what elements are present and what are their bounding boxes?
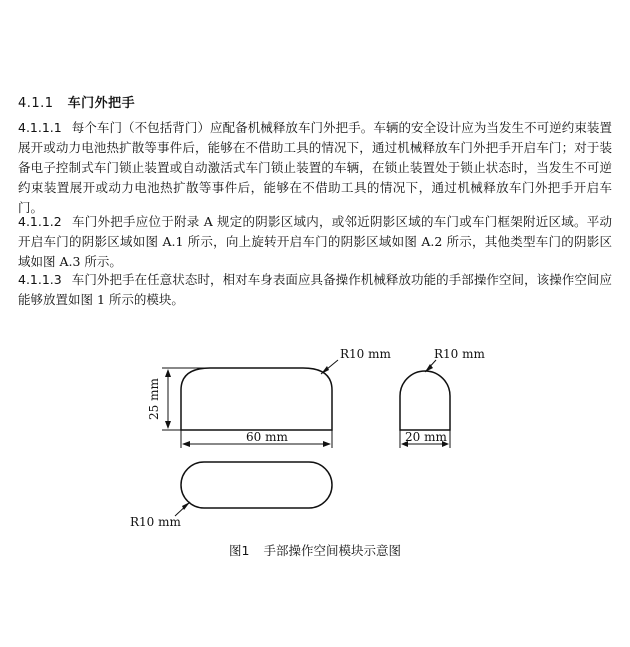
paragraph-text: 每个车门（不包括背门）应配备机械释放车门外把手。车辆的安全设计应为当发生不可逆约束装置展开或动力电池热扩散等事件后，能够在不借助工具的情况下，通过机械释放车门外把手开启车门；对于装备电子控制式车门锁止装置或自动激活式车门锁止装置的车辆，在锁止装置处于锁止状态时，当发生不可逆约束装置展开或动力电池热扩散等事件后，能够在不借助工具的情况下，通过机械释放车门外把手开启车门。 <box>18 120 612 215</box>
figure-caption <box>0 541 630 559</box>
paragraph-number: 4.1.1.1 <box>18 120 62 135</box>
width-arrow-right <box>323 441 331 447</box>
small-arch-block <box>400 371 450 430</box>
small-radius-label: R10 mm <box>434 347 485 361</box>
top-radius-label: R10 mm <box>340 347 391 361</box>
paragraph-text: 车门外把手在任意状态时，相对车身表面应具备操作机械释放功能的手部操作空间，该操作空间应能够放置如图 1 所示的模块。 <box>18 272 612 307</box>
bottom-radius-label: R10 mm <box>130 515 181 529</box>
height-label: 25 mm <box>147 378 161 420</box>
small-width-label: 20 mm <box>405 430 447 444</box>
paragraph-text: 车门外把手应位于附录 A 规定的阴影区域内，或邻近阴影区域的车门或车门框架附近区域。平动开启车门的阴影区域如图 A.1 所示，向上旋转开启车门的阴影区域如图 A.2 所示，其他类型车门的阴影区域如图 A.3 所示。 <box>18 214 612 269</box>
figure-number: 图1 <box>229 543 250 558</box>
figure-hand-space-modules <box>0 330 630 560</box>
height-arrow-top <box>165 369 171 377</box>
width-arrow-left <box>182 441 190 447</box>
paragraph-4-1-1-1 <box>18 118 612 218</box>
section-heading <box>18 92 135 111</box>
paragraph-4-1-1-3 <box>18 270 612 310</box>
width-label: 60 mm <box>246 430 288 444</box>
height-arrow-bottom <box>165 421 171 429</box>
section-title: 车门外把手 <box>67 96 136 111</box>
figure-title: 手部操作空间模块示意图 <box>263 543 401 558</box>
paragraph-number: 4.1.1.3 <box>18 272 62 287</box>
paragraph-4-1-1-2 <box>18 212 612 272</box>
paragraph-number: 4.1.1.2 <box>18 214 62 229</box>
bottom-stadium-block <box>181 462 332 508</box>
figure-diagram <box>0 330 630 560</box>
top-rounded-block <box>181 368 332 430</box>
section-number: 4.1.1 <box>18 96 54 111</box>
